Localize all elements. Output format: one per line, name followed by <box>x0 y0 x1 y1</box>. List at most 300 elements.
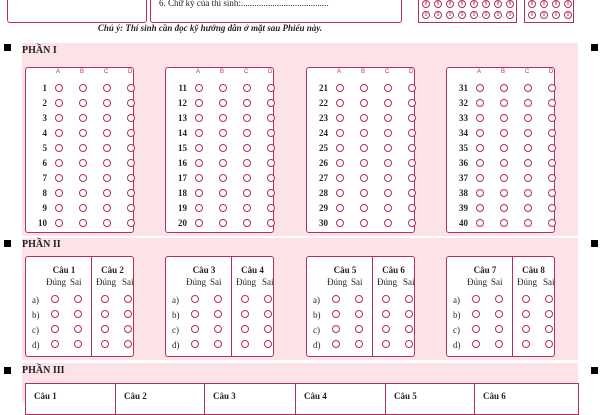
true-false-bubble[interactable] <box>495 340 503 348</box>
true-false-bubble[interactable] <box>405 325 413 333</box>
answer-bubble[interactable] <box>548 189 556 197</box>
answer-bubble[interactable] <box>500 99 508 107</box>
answer-bubble[interactable] <box>476 159 484 167</box>
true-false-bubble[interactable] <box>472 295 480 303</box>
answer-bubble[interactable] <box>408 159 416 167</box>
true-false-bubble[interactable] <box>191 340 199 348</box>
true-false-bubble[interactable] <box>355 310 363 318</box>
true-false-bubble[interactable] <box>74 310 82 318</box>
true-false-bubble[interactable] <box>332 325 340 333</box>
answer-bubble[interactable] <box>408 84 416 92</box>
true-false-bubble[interactable] <box>495 325 503 333</box>
part2-question-box <box>306 256 415 357</box>
answer-bubble[interactable] <box>360 219 368 227</box>
answer-bubble[interactable] <box>79 129 87 137</box>
digit-bubble[interactable] <box>506 11 514 19</box>
answer-bubble[interactable] <box>127 204 135 212</box>
answer-bubble[interactable] <box>219 84 227 92</box>
answer-bubble[interactable] <box>55 129 63 137</box>
true-label: Đúng <box>186 277 206 287</box>
true-false-bubble[interactable] <box>332 310 340 318</box>
true-false-bubble[interactable] <box>522 295 530 303</box>
answer-bubble[interactable] <box>548 129 556 137</box>
answer-bubble[interactable] <box>336 219 344 227</box>
statement-label: b) <box>172 310 180 320</box>
answer-bubble[interactable] <box>219 204 227 212</box>
question-number: 15 <box>178 143 187 153</box>
true-false-bubble[interactable] <box>472 340 480 348</box>
answer-bubble[interactable] <box>524 84 532 92</box>
digit-bubble[interactable] <box>422 11 430 19</box>
true-false-bubble[interactable] <box>241 325 249 333</box>
answer-bubble[interactable] <box>336 159 344 167</box>
answer-bubble[interactable] <box>384 204 392 212</box>
true-false-bubble[interactable] <box>264 325 272 333</box>
answer-bubble[interactable] <box>243 174 251 182</box>
true-false-bubble[interactable] <box>101 310 109 318</box>
true-false-bubble[interactable] <box>214 340 222 348</box>
answer-bubble[interactable] <box>195 84 203 92</box>
answer-bubble[interactable] <box>243 129 251 137</box>
answer-bubble[interactable] <box>219 219 227 227</box>
answer-bubble[interactable] <box>103 174 111 182</box>
answer-bubble[interactable] <box>476 114 484 122</box>
answer-bubble[interactable] <box>267 144 275 152</box>
digit-bubble[interactable] <box>564 0 572 8</box>
answer-bubble[interactable] <box>360 204 368 212</box>
answer-bubble[interactable] <box>195 189 203 197</box>
answer-bubble[interactable] <box>195 204 203 212</box>
true-false-bubble[interactable] <box>472 310 480 318</box>
question-title: Câu 7 <box>473 265 497 275</box>
answer-bubble[interactable] <box>103 189 111 197</box>
true-false-bubble[interactable] <box>214 295 222 303</box>
answer-bubble[interactable] <box>243 99 251 107</box>
question-row <box>26 128 133 139</box>
answer-bubble[interactable] <box>500 204 508 212</box>
true-false-bubble[interactable] <box>124 310 132 318</box>
answer-bubble[interactable] <box>103 204 111 212</box>
digit-label: 8 <box>436 1 440 7</box>
digit-bubble[interactable] <box>564 11 572 19</box>
answer-bubble[interactable] <box>195 174 203 182</box>
answer-bubble[interactable] <box>219 159 227 167</box>
true-false-bubble[interactable] <box>332 340 340 348</box>
true-false-bubble[interactable] <box>264 340 272 348</box>
answer-bubble[interactable] <box>219 99 227 107</box>
true-false-bubble[interactable] <box>522 340 530 348</box>
answer-bubble[interactable] <box>360 189 368 197</box>
part3-answer-cell[interactable] <box>474 383 579 415</box>
digit-bubble[interactable] <box>458 11 466 19</box>
answer-bubble[interactable] <box>384 174 392 182</box>
statement-label: b) <box>32 310 40 320</box>
digit-bubble[interactable] <box>470 0 478 8</box>
answer-bubble[interactable] <box>219 129 227 137</box>
answer-bubble[interactable] <box>267 129 275 137</box>
answer-bubble[interactable] <box>127 144 135 152</box>
question-number: 9 <box>42 203 47 213</box>
answer-bubble[interactable] <box>408 204 416 212</box>
answer-bubble[interactable] <box>408 219 416 227</box>
answer-bubble[interactable] <box>195 159 203 167</box>
answer-bubble[interactable] <box>127 129 135 137</box>
answer-bubble[interactable] <box>267 174 275 182</box>
answer-bubble[interactable] <box>243 114 251 122</box>
answer-bubble[interactable] <box>476 204 484 212</box>
digit-label: 9 <box>460 12 464 18</box>
digit-bubble[interactable] <box>552 0 560 8</box>
answer-bubble[interactable] <box>500 84 508 92</box>
answer-bubble[interactable] <box>127 189 135 197</box>
digit-bubble[interactable] <box>446 11 454 19</box>
true-false-bubble[interactable] <box>332 295 340 303</box>
answer-bubble[interactable] <box>384 189 392 197</box>
answer-bubble[interactable] <box>55 99 63 107</box>
answer-bubble[interactable] <box>548 159 556 167</box>
true-false-bubble[interactable] <box>382 310 390 318</box>
answer-bubble[interactable] <box>103 159 111 167</box>
question-row <box>26 113 133 124</box>
answer-bubble[interactable] <box>219 144 227 152</box>
question-row <box>447 218 554 229</box>
answer-bubble[interactable] <box>79 159 87 167</box>
answer-bubble[interactable] <box>500 174 508 182</box>
answer-bubble[interactable] <box>384 159 392 167</box>
answer-bubble[interactable] <box>336 129 344 137</box>
answer-bubble[interactable] <box>408 114 416 122</box>
question-number: 29 <box>319 203 328 213</box>
answer-bubble[interactable] <box>243 219 251 227</box>
true-false-bubble[interactable] <box>545 340 553 348</box>
answer-bubble[interactable] <box>476 84 484 92</box>
true-label: Đúng <box>467 277 487 287</box>
question-row <box>447 188 554 199</box>
digit-bubble[interactable] <box>528 0 536 8</box>
answer-bubble[interactable] <box>360 159 368 167</box>
question-number: 22 <box>319 98 328 108</box>
answer-bubble[interactable] <box>524 144 532 152</box>
answer-bubble[interactable] <box>336 114 344 122</box>
question-number: 32 <box>459 98 468 108</box>
answer-bubble[interactable] <box>195 114 203 122</box>
part3-answer-cell[interactable] <box>25 383 116 415</box>
answer-bubble[interactable] <box>243 189 251 197</box>
answer-bubble[interactable] <box>243 159 251 167</box>
digit-bubble[interactable] <box>528 11 536 19</box>
answer-bubble[interactable] <box>127 219 135 227</box>
answer-bubble[interactable] <box>267 84 275 92</box>
digit-bubble[interactable] <box>434 0 442 8</box>
answer-bubble[interactable] <box>500 129 508 137</box>
true-label: Đúng <box>327 277 347 287</box>
digit-bubble[interactable] <box>446 0 454 8</box>
answer-bubble[interactable] <box>243 144 251 152</box>
question-row <box>26 173 133 184</box>
question-row <box>166 158 273 169</box>
part1-answer-column <box>165 67 274 233</box>
question-number: 26 <box>319 158 328 168</box>
answer-bubble[interactable] <box>55 144 63 152</box>
false-label: Sai <box>491 277 503 287</box>
answer-bubble[interactable] <box>267 219 275 227</box>
answer-bubble[interactable] <box>408 129 416 137</box>
true-false-bubble[interactable] <box>241 295 249 303</box>
answer-bubble[interactable] <box>219 114 227 122</box>
true-false-bubble[interactable] <box>101 325 109 333</box>
digit-label: 9 <box>530 12 534 18</box>
answer-bubble[interactable] <box>336 84 344 92</box>
true-false-bubble[interactable] <box>495 310 503 318</box>
digit-bubble[interactable] <box>494 0 502 8</box>
false-label: Sai <box>403 277 415 287</box>
true-false-bubble[interactable] <box>522 310 530 318</box>
answer-bubble[interactable] <box>360 84 368 92</box>
answer-bubble[interactable] <box>336 189 344 197</box>
answer-bubble[interactable] <box>476 174 484 182</box>
part2-subquestion <box>232 257 273 356</box>
answer-bubble[interactable] <box>336 99 344 107</box>
answer-bubble[interactable] <box>524 204 532 212</box>
false-label: Sai <box>122 277 134 287</box>
answer-bubble[interactable] <box>79 99 87 107</box>
true-false-bubble[interactable] <box>405 310 413 318</box>
answer-bubble[interactable] <box>79 144 87 152</box>
digit-bubble[interactable] <box>540 0 548 8</box>
answer-bubble[interactable] <box>55 204 63 212</box>
answer-bubble[interactable] <box>360 129 368 137</box>
question-title: Câu 1 <box>34 391 57 401</box>
answer-bubble[interactable] <box>103 114 111 122</box>
true-false-bubble[interactable] <box>472 325 480 333</box>
answer-bubble[interactable] <box>524 129 532 137</box>
answer-bubble[interactable] <box>127 159 135 167</box>
answer-bubble[interactable] <box>500 159 508 167</box>
answer-bubble[interactable] <box>267 204 275 212</box>
true-false-bubble[interactable] <box>241 310 249 318</box>
answer-bubble[interactable] <box>79 174 87 182</box>
answer-bubble[interactable] <box>127 174 135 182</box>
answer-bubble[interactable] <box>384 129 392 137</box>
true-false-bubble[interactable] <box>214 325 222 333</box>
true-false-bubble[interactable] <box>101 295 109 303</box>
answer-bubble[interactable] <box>476 144 484 152</box>
answer-bubble[interactable] <box>55 159 63 167</box>
answer-bubble[interactable] <box>79 219 87 227</box>
true-false-bubble[interactable] <box>382 340 390 348</box>
answer-bubble[interactable] <box>500 219 508 227</box>
digit-bubble[interactable] <box>482 11 490 19</box>
digit-bubble[interactable] <box>506 0 514 8</box>
true-label: Đúng <box>377 277 397 287</box>
answer-bubble[interactable] <box>103 219 111 227</box>
true-false-bubble[interactable] <box>355 325 363 333</box>
true-false-bubble[interactable] <box>355 295 363 303</box>
answer-bubble[interactable] <box>360 99 368 107</box>
digit-label: 9 <box>566 12 570 18</box>
digit-bubble[interactable] <box>540 11 548 19</box>
digit-bubble[interactable] <box>434 11 442 19</box>
answer-bubble[interactable] <box>408 174 416 182</box>
answer-bubble[interactable] <box>79 204 87 212</box>
true-false-bubble[interactable] <box>74 295 82 303</box>
answer-bubble[interactable] <box>103 84 111 92</box>
true-false-bubble[interactable] <box>191 310 199 318</box>
answer-bubble[interactable] <box>548 219 556 227</box>
answer-bubble[interactable] <box>384 114 392 122</box>
question-row <box>26 218 133 229</box>
true-false-bubble[interactable] <box>382 325 390 333</box>
true-false-bubble[interactable] <box>124 340 132 348</box>
answer-bubble[interactable] <box>524 99 532 107</box>
answer-bubble[interactable] <box>195 129 203 137</box>
statement-label: d) <box>453 340 461 350</box>
true-false-bubble[interactable] <box>522 325 530 333</box>
answer-bubble[interactable] <box>500 189 508 197</box>
answer-bubble[interactable] <box>195 99 203 107</box>
true-false-bubble[interactable] <box>74 340 82 348</box>
answer-bubble[interactable] <box>524 159 532 167</box>
answer-bubble[interactable] <box>267 159 275 167</box>
question-number: 7 <box>42 173 47 183</box>
answer-bubble[interactable] <box>55 114 63 122</box>
answer-bubble[interactable] <box>476 189 484 197</box>
digit-bubble[interactable] <box>552 11 560 19</box>
answer-bubble[interactable] <box>55 84 63 92</box>
true-false-bubble[interactable] <box>191 295 199 303</box>
part1-answer-column <box>306 67 415 233</box>
answer-bubble[interactable] <box>476 99 484 107</box>
true-false-bubble[interactable] <box>191 325 199 333</box>
true-false-bubble[interactable] <box>241 340 249 348</box>
question-number: 37 <box>459 173 468 183</box>
answer-bubble[interactable] <box>548 99 556 107</box>
question-number: 24 <box>319 128 328 138</box>
answer-bubble[interactable] <box>384 144 392 152</box>
answer-bubble[interactable] <box>524 174 532 182</box>
statement-label: c) <box>32 325 39 335</box>
answer-bubble[interactable] <box>476 129 484 137</box>
answer-bubble[interactable] <box>360 114 368 122</box>
answer-bubble[interactable] <box>360 174 368 182</box>
answer-bubble[interactable] <box>384 84 392 92</box>
part3-answer-cell[interactable] <box>295 383 386 415</box>
part3-answer-cell[interactable] <box>115 383 205 415</box>
question-row <box>307 83 414 94</box>
answer-bubble[interactable] <box>524 114 532 122</box>
answer-bubble[interactable] <box>548 204 556 212</box>
digit-bubble[interactable] <box>482 0 490 8</box>
answer-bubble[interactable] <box>127 99 135 107</box>
answer-bubble[interactable] <box>267 189 275 197</box>
true-false-bubble[interactable] <box>264 295 272 303</box>
answer-bubble[interactable] <box>79 189 87 197</box>
answer-bubble[interactable] <box>243 84 251 92</box>
answer-bubble[interactable] <box>524 189 532 197</box>
answer-bubble[interactable] <box>548 84 556 92</box>
question-number: 31 <box>459 83 468 93</box>
part3-answer-cell[interactable] <box>385 383 475 415</box>
question-number: 4 <box>42 128 47 138</box>
answer-bubble[interactable] <box>336 144 344 152</box>
part3-answer-cell[interactable] <box>204 383 296 415</box>
answer-bubble[interactable] <box>103 144 111 152</box>
answer-bubble[interactable] <box>336 174 344 182</box>
answer-bubble[interactable] <box>55 189 63 197</box>
answer-bubble[interactable] <box>195 144 203 152</box>
answer-bubble[interactable] <box>267 114 275 122</box>
answer-bubble[interactable] <box>384 219 392 227</box>
answer-bubble[interactable] <box>219 189 227 197</box>
answer-bubble[interactable] <box>548 174 556 182</box>
answer-bubble[interactable] <box>408 189 416 197</box>
answer-bubble[interactable] <box>408 144 416 152</box>
answer-bubble[interactable] <box>336 204 344 212</box>
answer-bubble[interactable] <box>79 84 87 92</box>
digit-bubble[interactable] <box>422 0 430 8</box>
answer-bubble[interactable] <box>267 99 275 107</box>
answer-bubble[interactable] <box>524 219 532 227</box>
digit-label: 8 <box>542 1 546 7</box>
answer-bubble[interactable] <box>103 129 111 137</box>
true-false-bubble[interactable] <box>545 310 553 318</box>
true-false-bubble[interactable] <box>101 340 109 348</box>
true-false-bubble[interactable] <box>405 340 413 348</box>
true-false-bubble[interactable] <box>264 310 272 318</box>
digit-bubble[interactable] <box>494 11 502 19</box>
true-false-bubble[interactable] <box>74 325 82 333</box>
true-false-bubble[interactable] <box>124 325 132 333</box>
true-false-bubble[interactable] <box>495 295 503 303</box>
true-false-bubble[interactable] <box>51 340 59 348</box>
true-false-bubble[interactable] <box>51 295 59 303</box>
true-false-bubble[interactable] <box>382 295 390 303</box>
true-false-bubble[interactable] <box>124 295 132 303</box>
answer-bubble[interactable] <box>195 219 203 227</box>
digit-bubble[interactable] <box>470 11 478 19</box>
timing-mark <box>591 44 598 51</box>
true-false-bubble[interactable] <box>405 295 413 303</box>
digit-bubble[interactable] <box>458 0 466 8</box>
answer-bubble[interactable] <box>360 144 368 152</box>
question-number: 12 <box>178 98 187 108</box>
answer-bubble[interactable] <box>500 144 508 152</box>
statement-label: a) <box>172 295 179 305</box>
answer-bubble[interactable] <box>408 99 416 107</box>
answer-bubble[interactable] <box>548 144 556 152</box>
true-false-bubble[interactable] <box>51 325 59 333</box>
answer-bubble[interactable] <box>55 174 63 182</box>
answer-bubble[interactable] <box>219 174 227 182</box>
answer-bubble[interactable] <box>384 99 392 107</box>
answer-bubble[interactable] <box>55 219 63 227</box>
answer-bubble[interactable] <box>127 114 135 122</box>
answer-bubble[interactable] <box>476 219 484 227</box>
answer-bubble[interactable] <box>243 204 251 212</box>
true-false-bubble[interactable] <box>355 340 363 348</box>
answer-bubble[interactable] <box>103 99 111 107</box>
question-title: Câu 2 <box>101 265 124 275</box>
true-false-bubble[interactable] <box>545 325 553 333</box>
answer-bubble[interactable] <box>127 84 135 92</box>
answer-bubble[interactable] <box>500 114 508 122</box>
answer-bubble[interactable] <box>79 114 87 122</box>
true-false-bubble[interactable] <box>545 295 553 303</box>
answer-bubble[interactable] <box>548 114 556 122</box>
true-false-bubble[interactable] <box>51 310 59 318</box>
question-title: Câu 5 <box>394 391 417 401</box>
true-false-bubble[interactable] <box>214 310 222 318</box>
